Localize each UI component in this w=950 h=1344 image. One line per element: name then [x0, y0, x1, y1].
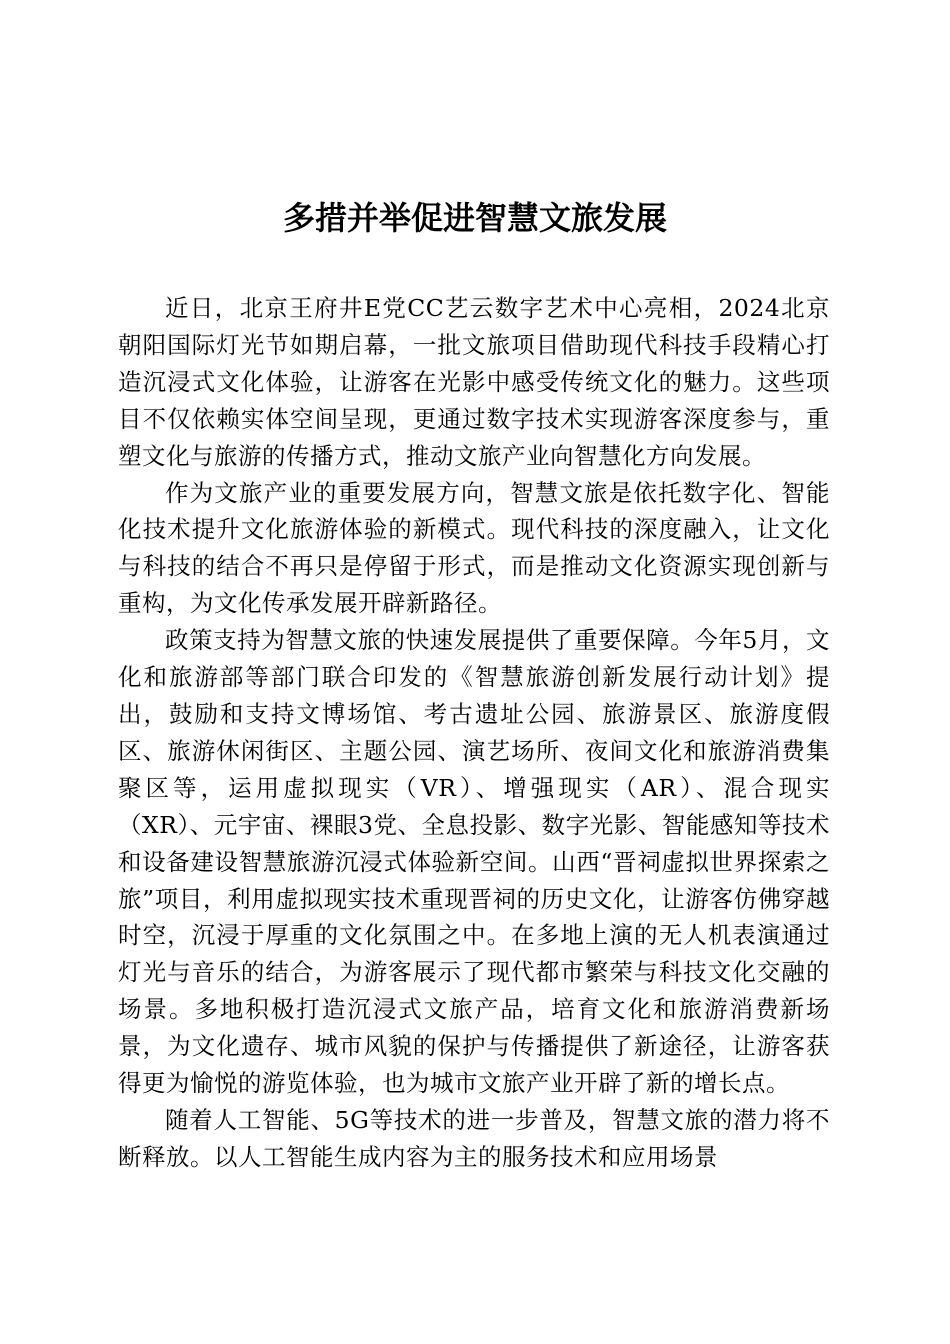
document-body	[118, 290, 830, 1176]
paragraph-2: 作为文旅产业的重要发展方向，智慧文旅是依托数字化、智能化技术提升文化旅游体验的新模式。现代科技的深度融入，让文化与科技的结合不再只是停留于形式，而是推动文化资源实现创新与重构，为文化传承发展开辟新路径。	[118, 478, 830, 618]
paragraph-3: 政策支持为智慧文旅的快速发展提供了重要保障。今年5月，文化和旅游部等部门联合印发的《智慧旅游创新发展行动计划》提出，鼓励和支持文博场馆、考古遗址公园、旅游景区、旅游度假区、旅游休闲街区、主题公园、演艺场所、夜间文化和旅游消费集聚区等，运用虚拟现实（VR）、增强现实（AR）、混合现实（XR）、元宇宙、裸眼3党、全息投影、数字光影、智能感知等技术和设备建设智慧旅游沉浸式体验新空间。山西“晋祠虚拟世界探索之旅”项目，利用虚拟现实技术重现晋祠的历史文化，让游客仿佛穿越时空，沉浸于厚重的文化氛围之中。在多地上演的无人机表演通过灯光与音乐的结合，为游客展示了现代都市繁荣与科技文化交融的场景。多地积极打造沉浸式文旅产品，培育文化和旅游消费新场景，为文化遗存、城市风貌的保护与传播提供了新途径，让游客获得更为愉悦的游览体验，也为城市文旅产业开辟了新的增长点。	[118, 626, 830, 1098]
document-title: 多措并举促进智慧文旅发展	[282, 199, 667, 237]
paragraph-1: 近日，北京王府井E党CC艺云数字艺术中心亮相，2024北京朝阳国际灯光节如期启幕，一批文旅项目借助现代科技手段精心打造沉浸式文化体验，让游客在光影中感受传统文化的魅力。这些项目不仅依赖实体空间呈现，更通过数字技术实现游客深度参与，重塑文化与旅游的传播方式，推动文旅产业向智慧化方向发展。	[118, 294, 830, 470]
paragraph-4: 随着人工智能、5G等技术的进一步普及，智慧文旅的潜力将不断释放。以人工智能生成内容为主的服务技术和应用场景	[118, 1105, 830, 1171]
